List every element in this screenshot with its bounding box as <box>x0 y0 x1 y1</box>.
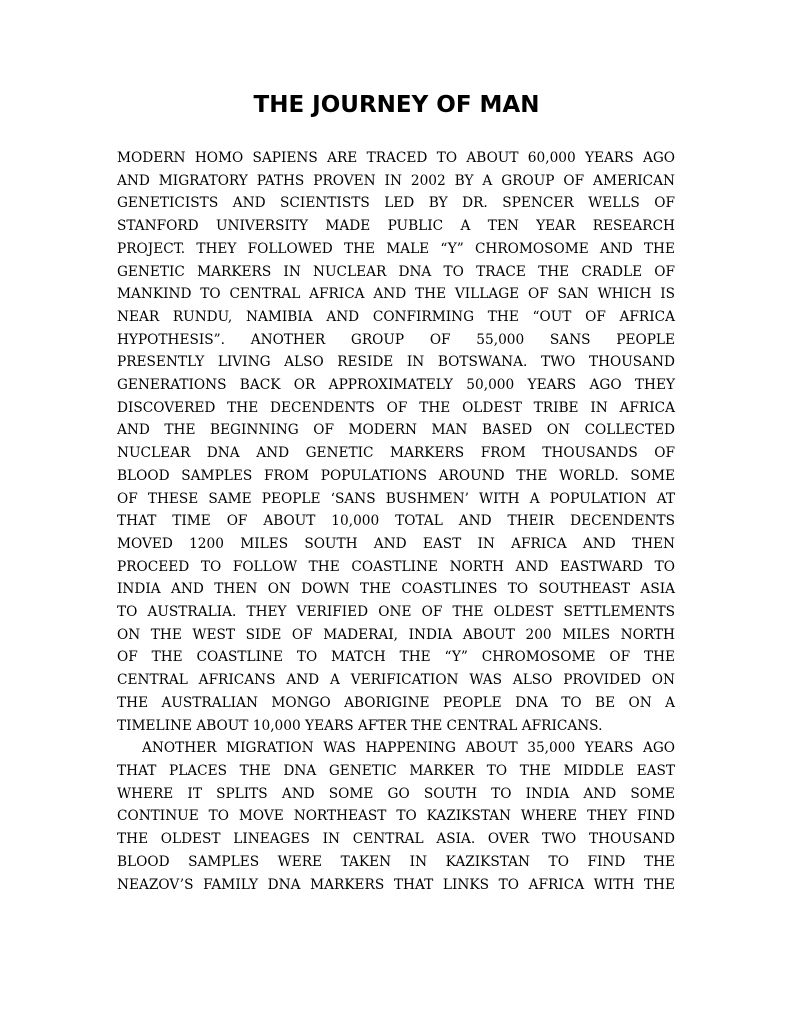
text-line: ANOTHER MIGRATION WAS HAPPENING ABOUT 35,000 YEARS AGO <box>142 740 675 757</box>
text-line: THAT PLACES THE DNA GENETIC MARKER TO THE MIDDLE EAST <box>117 762 675 779</box>
text-line: PROJECT. THEY FOLLOWED THE MALE “Y” CHROMOSOME AND THE <box>117 240 675 257</box>
text-line: INDIA AND THEN ON DOWN THE COASTLINES TO SOUTHEAST ASIA <box>117 581 675 598</box>
paragraph <box>117 147 675 737</box>
text-line: CENTRAL AFRICANS AND A VERIFICATION WAS ALSO PROVIDED ON <box>117 672 675 689</box>
text-line: STANFORD UNIVERSITY MADE PUBLIC A TEN YEAR RESEARCH <box>117 218 675 235</box>
text-line: AND MIGRATORY PATHS PROVEN IN 2002 BY A GROUP OF AMERICAN <box>117 172 675 189</box>
text-line: DISCOVERED THE DECENDENTS OF THE OLDEST TRIBE IN AFRICA <box>117 399 675 416</box>
text-line: MODERN HOMO SAPIENS ARE TRACED TO ABOUT 60,000 YEARS AGO <box>117 150 675 166</box>
text-line: GENERATIONS BACK OR APPROXIMATELY 50,000 YEARS AGO THEY <box>117 377 675 394</box>
text-line: WHERE IT SPLITS AND SOME GO SOUTH TO INDIA AND SOME <box>117 785 675 802</box>
text-line: ON THE WEST SIDE OF MADERAI, INDIA ABOUT 200 MILES NORTH <box>117 626 675 643</box>
text-line: GENETIC MARKERS IN NUCLEAR DNA TO TRACE THE CRADLE OF <box>117 263 675 280</box>
text-line: PRESENTLY LIVING ALSO RESIDE IN BOTSWANA. TWO THOUSAND <box>117 354 675 371</box>
text-line: NUCLEAR DNA AND GENETIC MARKERS FROM THOUSANDS OF <box>117 445 675 462</box>
text-line: AND THE BEGINNING OF MODERN MAN BASED ON COLLECTED <box>117 422 675 439</box>
text-line: BLOOD SAMPLES WERE TAKEN IN KAZIKSTAN TO FIND THE <box>117 853 675 870</box>
page-title: THE JOURNEY OF MAN <box>253 92 540 118</box>
text-line: BLOOD SAMPLES FROM POPULATIONS AROUND THE WORLD. SOME <box>117 467 675 484</box>
text-line: TO AUSTRALIA. THEY VERIFIED ONE OF THE OLDEST SETTLEMENTS <box>117 604 675 621</box>
text-line: NEAR RUNDU, NAMIBIA AND CONFIRMING THE “OUT OF AFRICA <box>117 308 675 325</box>
text-line: PROCEED TO FOLLOW THE COASTLINE NORTH AND EASTWARD TO <box>117 558 675 575</box>
text-line: GENETICISTS AND SCIENTISTS LED BY DR. SPENCER WELLS OF <box>117 195 675 212</box>
text-line: OF THE COASTLINE TO MATCH THE “Y” CHROMOSOME OF THE <box>117 649 675 666</box>
text-line: HYPOTHESIS”. ANOTHER GROUP OF 55,000 SANS PEOPLE <box>117 331 675 348</box>
text-line: THE AUSTRALIAN MONGO ABORIGINE PEOPLE DNA TO BE ON A <box>117 694 675 711</box>
text-line: CONTINUE TO MOVE NORTHEAST TO KAZIKSTAN WHERE THEY FIND <box>117 808 675 825</box>
document-body <box>117 147 675 896</box>
text-line: THE OLDEST LINEAGES IN CENTRAL ASIA. OVER TWO THOUSAND <box>117 831 675 848</box>
text-line: THAT TIME OF ABOUT 10,000 TOTAL AND THEIR DECENDENTS <box>117 513 675 530</box>
text-line: OF THESE SAME PEOPLE ‘SANS BUSHMEN’ WITH A POPULATION AT <box>117 490 675 507</box>
paragraph <box>117 737 675 896</box>
text-line: MANKIND TO CENTRAL AFRICA AND THE VILLAGE OF SAN WHICH IS <box>117 286 675 303</box>
text-line: NEAZOV’S FAMILY DNA MARKERS THAT LINKS TO AFRICA WITH THE <box>117 876 675 893</box>
text-line: TIMELINE ABOUT 10,000 YEARS AFTER THE CENTRAL AFRICANS. <box>117 717 603 734</box>
text-line: MOVED 1200 MILES SOUTH AND EAST IN AFRICA AND THEN <box>117 535 675 552</box>
